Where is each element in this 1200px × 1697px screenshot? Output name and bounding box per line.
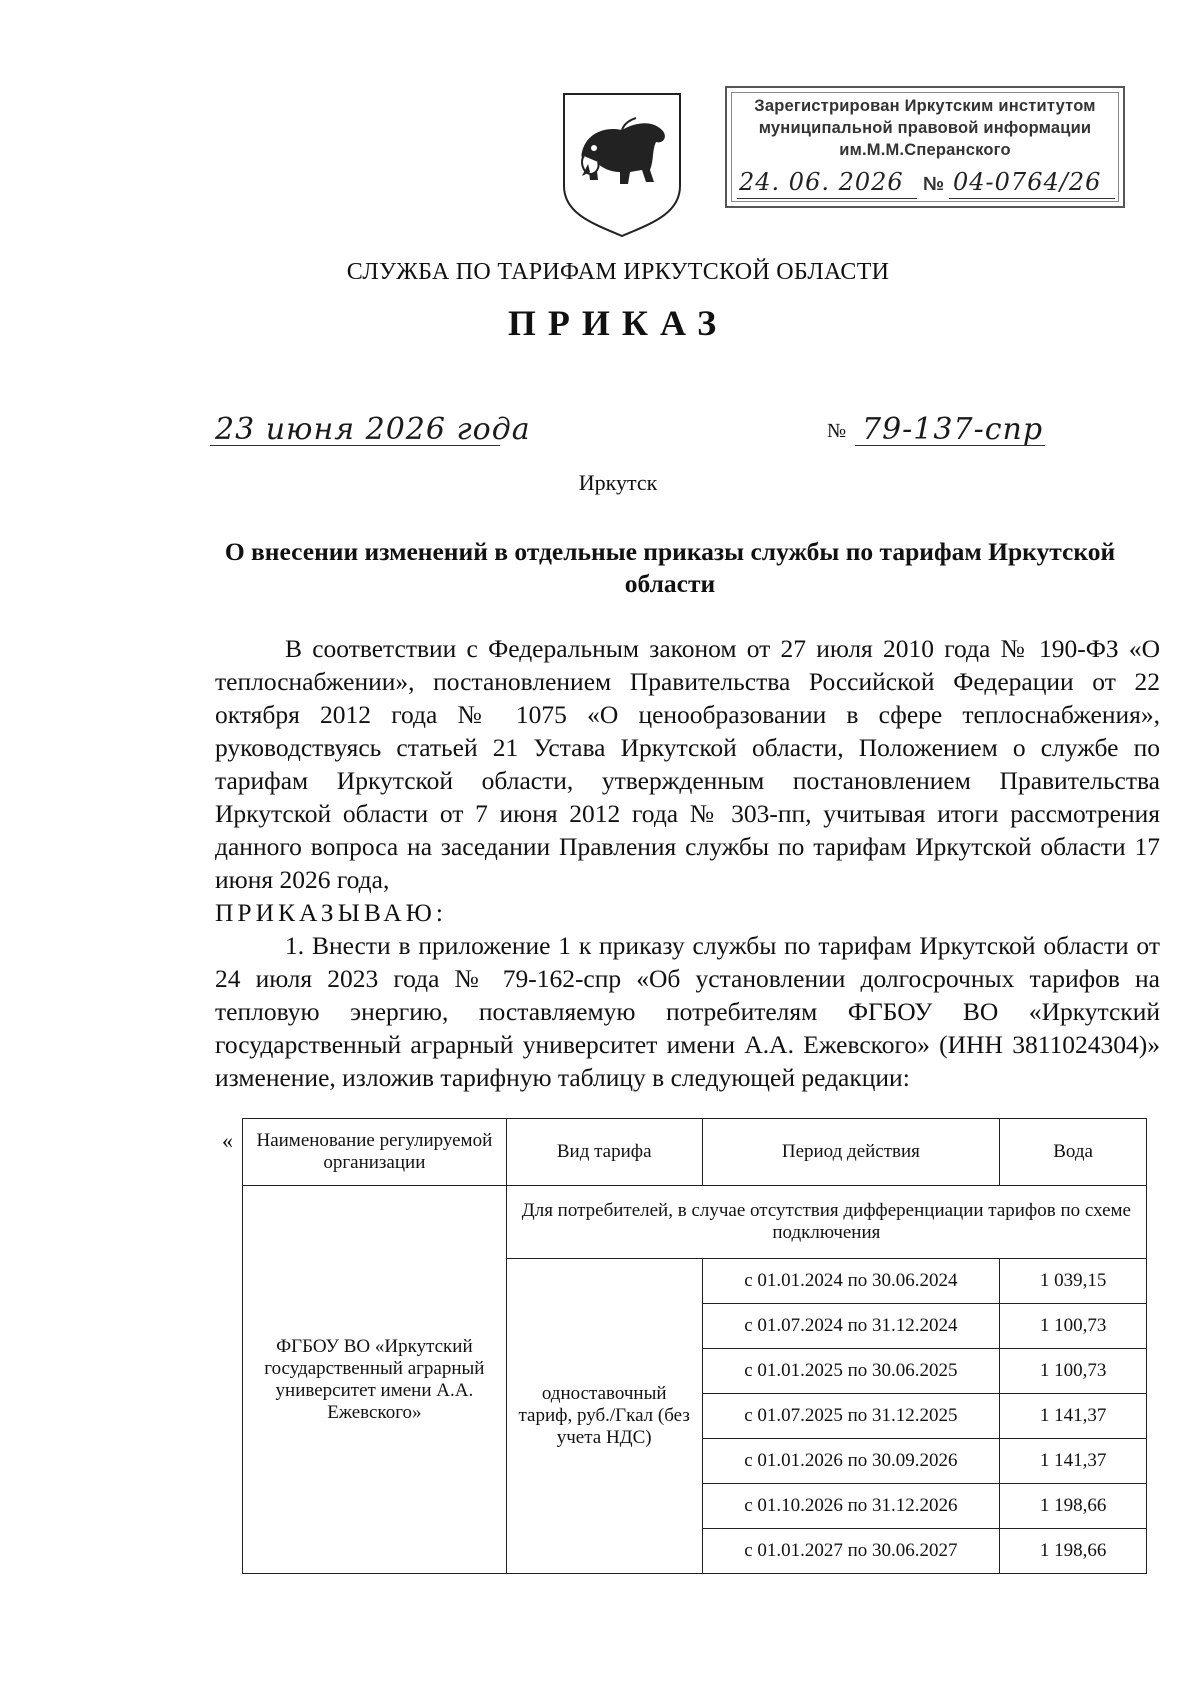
cell-value: 1 039,15 [1000,1259,1147,1304]
stamp-line-2: муниципальной правовой информации [758,119,1092,137]
stamp-line-3: им.М.М.Сперанского [839,141,1011,159]
cell-value: 1 198,66 [1000,1529,1147,1574]
tariff-table [242,1118,1147,1574]
cell-period: с 01.07.2025 по 31.12.2025 [702,1394,1000,1439]
city: Иркутск [578,470,658,495]
stamp-line-1: Зарегистрирован Иркутским институтом [754,97,1096,115]
cell-value: 1 100,73 [1000,1349,1147,1394]
cell-value: 1 141,37 [1000,1394,1147,1439]
cell-period: с 01.01.2024 по 30.06.2024 [702,1259,1000,1304]
stamp-number: 04-0764/26 [953,168,1102,196]
table-subheader-row [243,1186,1147,1259]
preamble-paragraph: В соответствии с Федеральным законом от 27 июля 2010 года № 190-ФЗ «О теплоснабжении», постановлением Правительства Российской Федерации от 22 октября 2012 года № 1075 «О ценообразовании в сфере теплоснабжения», руководствуясь статьей 21 Устава Иркутской области, Положением о службе по тарифам Иркутской области, утвержденным постановлением Правительства Иркутской области от 7 июня 2012 года № 303-пп, учитывая итоги рассмотрения данного вопроса на заседании Правления службы по тарифам Иркутской области 17 июня 2026 года, [215,634,1160,894]
cell-value: 1 198,66 [1000,1484,1147,1529]
stamp-date: 24. 06. 2026 [739,168,904,196]
cell-period: с 01.01.2027 по 30.06.2027 [702,1529,1000,1574]
stamp-number-sign: № [923,174,945,195]
cell-subheader: Для потребителей, в случае отсутствия дифференциации тарифов по схеме подключения [506,1186,1146,1259]
document-title: О внесении изменений в отдельные приказы службы по тарифам Иркутской области [224,537,1116,598]
header-organization: Наименование регулируемой организации [243,1119,507,1186]
cell-value: 1 100,73 [1000,1304,1147,1349]
cell-value: 1 141,37 [1000,1439,1147,1484]
coat-of-arms-emblem [560,90,684,240]
header-tariff-type: Вид тарифа [506,1119,702,1186]
cell-period: с 01.01.2025 по 30.06.2025 [702,1349,1000,1394]
order-number-underline [855,445,1045,446]
order-date: 23 июня 2026 года [215,412,531,447]
table-header-row [243,1119,1147,1186]
cell-period: с 01.07.2024 по 31.12.2024 [702,1304,1000,1349]
item-1-paragraph: 1. Внести в приложение 1 к приказу службы по тарифам Иркутской области от 24 июля 2023 года № 79-162-спр «Об установлении долгосрочных тарифов на тепловую энергию, поставляемую потребителям ФГБОУ ВО «Иркутский государственный аграрный университет имени А.А. Ежевского» (ИНН 3811024304)» изменение, изложив тарифную таблицу в следующей редакции: [215,931,1160,1092]
document-type: ПРИКАЗ [507,303,729,343]
order-word: ПРИКАЗЫВАЮ: [215,898,447,927]
header-period: Период действия [702,1119,1000,1186]
header-water: Вода [1000,1119,1147,1186]
cell-period: с 01.01.2026 по 30.09.2026 [702,1439,1000,1484]
document-body [215,632,1160,1094]
order-date-underline [210,445,500,446]
organization-name: СЛУЖБА ПО ТАРИФАМ ИРКУТСКОЙ ОБЛАСТИ [346,259,890,285]
cell-organization: ФГБОУ ВО «Иркутский государственный аграрный университет имени А.А. Ежевского» [243,1186,507,1574]
order-number: 79-137-спр [862,412,1044,447]
registration-stamp [725,86,1125,208]
cell-period: с 01.10.2026 по 31.12.2026 [702,1484,1000,1529]
table-open-quote: « [222,1128,233,1153]
order-number-sign: № [827,420,847,442]
cell-tariff-type: одноставочный тариф, руб./Гкал (без учета НДС) [506,1259,702,1574]
